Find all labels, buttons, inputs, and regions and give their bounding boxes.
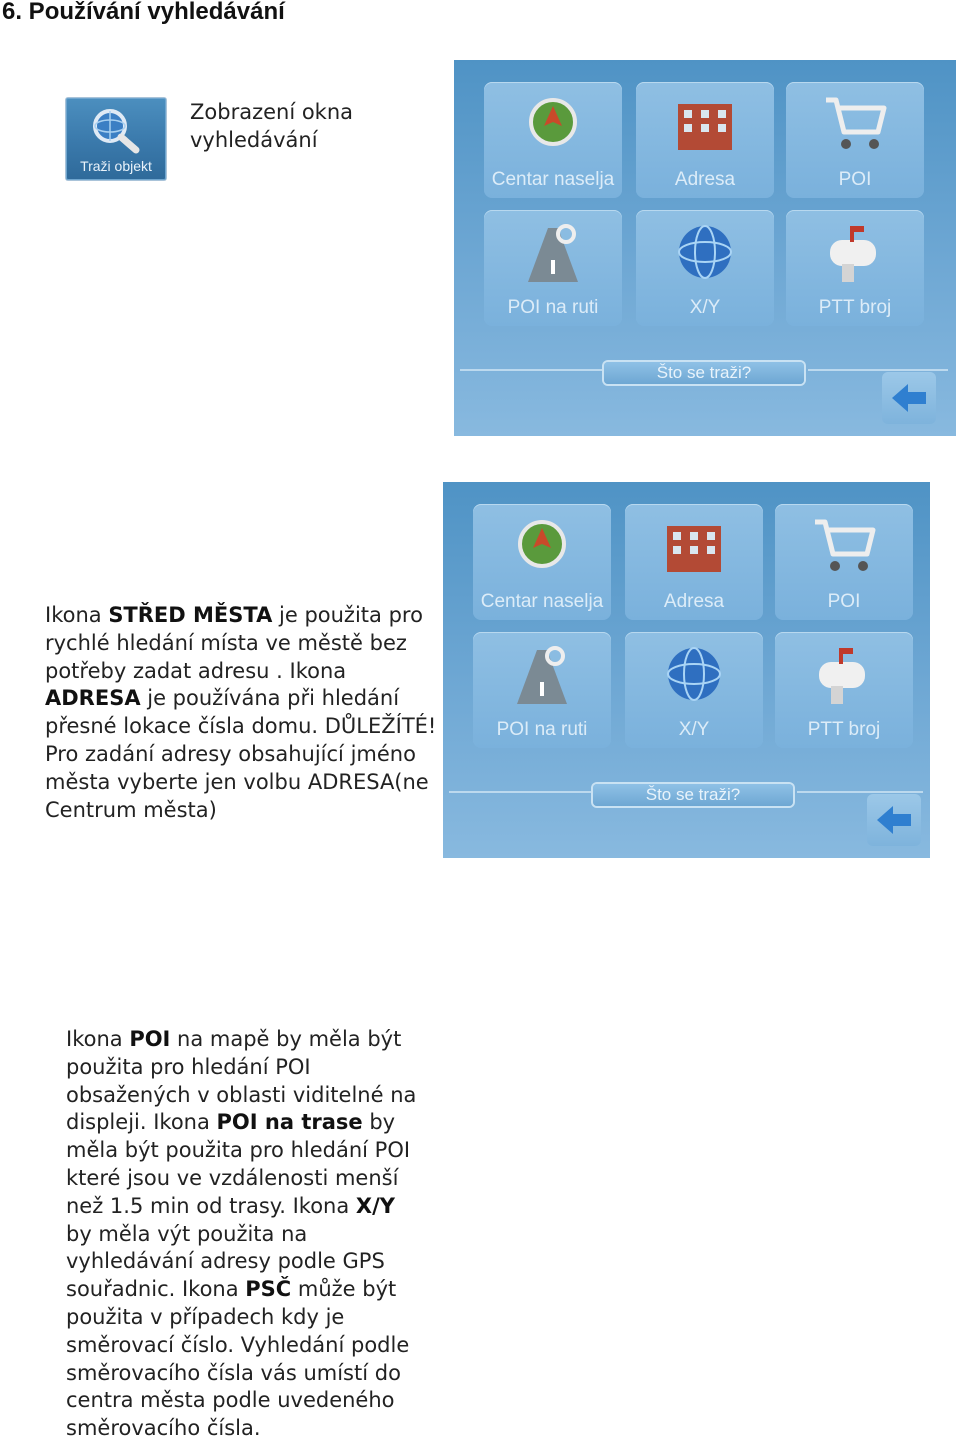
- tile-poi-on-route[interactable]: [473, 632, 611, 748]
- search-window-caption: Zobrazení okna vyhledávání: [190, 100, 354, 152]
- tile-xy[interactable]: [636, 210, 774, 326]
- text: na mapě by měla být použita pro hledání POI obsažených v oblasti viditelné na displeji. Ikona: [66, 1027, 417, 1135]
- tile-label: Adresa: [663, 591, 725, 612]
- bold-term: STŘED MĚSTA: [108, 603, 273, 627]
- magnifier-globe-icon: [88, 106, 144, 154]
- tile-poi-on-route[interactable]: [484, 210, 622, 326]
- mailbox-icon: [820, 220, 890, 286]
- tile-label: Centar naselja: [491, 169, 615, 190]
- text: Ikona: [45, 603, 109, 627]
- tile-city-center[interactable]: [484, 82, 622, 198]
- what-to-search-button[interactable]: Što se traži?: [593, 784, 793, 806]
- back-arrow-icon: [890, 382, 928, 414]
- divider-right: [797, 791, 923, 793]
- search-object-button[interactable]: [66, 98, 166, 180]
- back-button[interactable]: [882, 372, 936, 424]
- text: je použita pro rychlé hledání místa ve městě bez potřeby zadat adresu . Ikona: [45, 603, 423, 683]
- bold-term: X/Y: [355, 1193, 395, 1218]
- tile-city-center[interactable]: [473, 504, 611, 620]
- poi-xy-postal-description: [66, 1026, 426, 1443]
- what-to-search-button[interactable]: Što se traži?: [604, 362, 804, 384]
- tile-label: POI na ruti: [507, 297, 599, 318]
- city-center-address-description: [45, 602, 445, 824]
- divider-right: [808, 369, 948, 371]
- shopping-cart-icon: [820, 92, 890, 158]
- tile-label: X/Y: [678, 719, 710, 740]
- bold-term: PSČ: [245, 1277, 292, 1302]
- building-icon: [659, 514, 729, 580]
- tile-label: X/Y: [689, 297, 721, 318]
- text: je používána při hledání přesné lokace čísla domu. DŮLEŽÍTÉ! Pro zadání adresy obsahující jméno města vyberte jen volbu ADRESA(ne Centrum města): [45, 686, 437, 822]
- globe-icon: [659, 642, 729, 708]
- tile-label: Adresa: [674, 169, 736, 190]
- city-center-compass-icon: [507, 514, 577, 580]
- tile-postal-code[interactable]: [775, 632, 913, 748]
- tile-address[interactable]: [625, 504, 763, 620]
- mailbox-icon: [809, 642, 879, 708]
- back-button[interactable]: [867, 794, 921, 846]
- tile-xy[interactable]: [625, 632, 763, 748]
- tile-label: PTT broj: [807, 719, 881, 740]
- tile-label: POI na ruti: [496, 719, 588, 740]
- bold-term: POI: [129, 1027, 171, 1051]
- tile-poi[interactable]: [786, 82, 924, 198]
- search-menu-screenshot-1: [454, 60, 956, 436]
- bold-term: ADRESA: [45, 686, 141, 711]
- search-object-label: Traži objekt: [80, 158, 152, 174]
- bold-term: POI na trase: [216, 1110, 363, 1135]
- shopping-cart-icon: [809, 514, 879, 580]
- tile-label: POI: [827, 591, 861, 612]
- divider-left: [460, 369, 608, 371]
- section-heading: 6. Používání vyhledávání: [2, 0, 285, 25]
- text: může být použita v případech kdy je směrovací číslo. Vyhledání podle směrovacího čísla vás umístí do centra města podle uvedeného směrovacího čísla.: [66, 1277, 410, 1441]
- tile-label: POI: [838, 169, 872, 190]
- back-arrow-icon: [875, 804, 913, 836]
- road-route-icon: [507, 642, 577, 708]
- tile-label: Centar naselja: [480, 591, 604, 612]
- tile-address[interactable]: [636, 82, 774, 198]
- text: by měla výt použita na vyhledávání adresy podle GPS souřadnic. Ikona: [66, 1221, 385, 1302]
- building-icon: [670, 92, 740, 158]
- city-center-compass-icon: [518, 92, 588, 158]
- globe-icon: [670, 220, 740, 286]
- tile-poi[interactable]: [775, 504, 913, 620]
- tile-label: PTT broj: [818, 297, 892, 318]
- divider-left: [449, 791, 597, 793]
- text: Ikona: [66, 1027, 130, 1051]
- search-menu-screenshot-2: [443, 482, 930, 858]
- tile-postal-code[interactable]: [786, 210, 924, 326]
- text: by měla být použita pro hledání POI které jsou ve vzdálenosti menší než 1.5 min od trasy. Ikona: [66, 1110, 411, 1218]
- road-route-icon: [518, 220, 588, 286]
